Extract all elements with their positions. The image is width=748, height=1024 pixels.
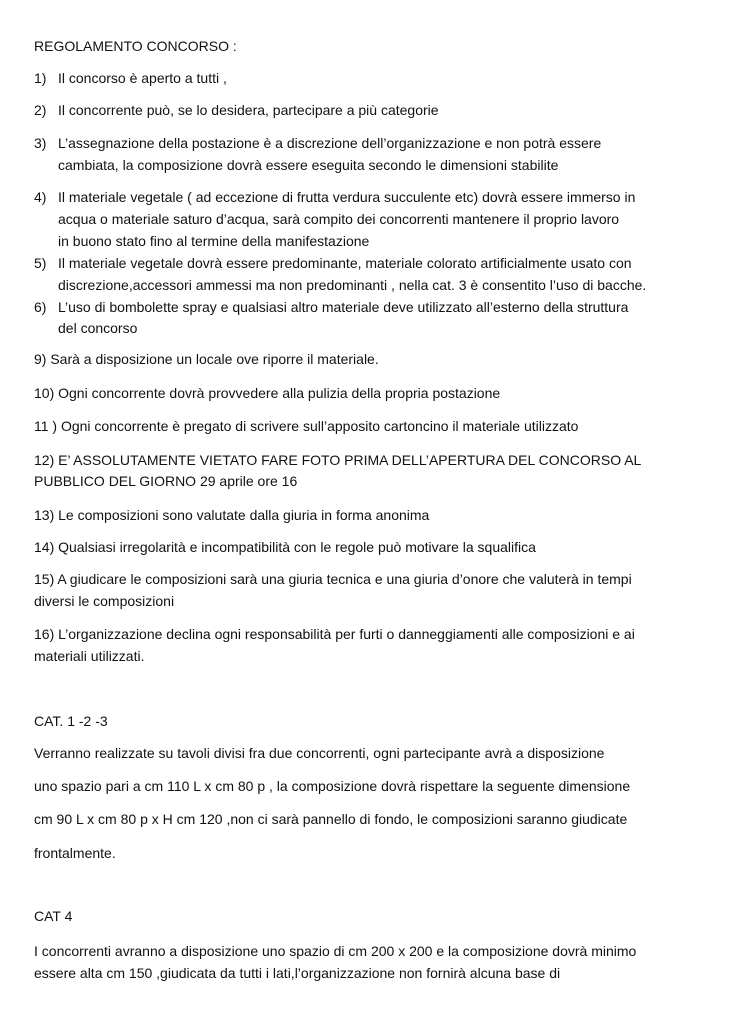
rule-paragraph: 12) E’ ASSOLUTAMENTE VIETATO FARE FOTO PRIMA DELL’APERTURA DEL CONCORSO AL: [34, 452, 642, 468]
rule-paragraph: 15) A giudicare le composizioni sarà una giuria tecnica e una giuria d’onore che valuterà in tempi: [34, 571, 632, 587]
rule-paragraph-continued: diversi le composizioni: [34, 593, 175, 609]
rule-item: [34, 68, 227, 88]
rule-paragraph: 16) L’organizzazione declina ogni responsabilità per furti o danneggiamenti alle composizioni e ai: [34, 626, 635, 642]
rule-number: 2): [34, 102, 47, 118]
rule-item: [34, 133, 601, 153]
rule-paragraph-continued: materiali utilizzati.: [34, 648, 145, 664]
rule-number: 4): [34, 189, 47, 205]
rule-paragraph: 10) Ogni concorrente dovrà provvedere alla pulizia della propria postazione: [34, 385, 501, 401]
rule-text: L’assegnazione della postazione è a discrezione dell’organizzazione e non potrà essere: [58, 135, 602, 151]
rule-number: 5): [34, 255, 47, 271]
rule-item: [34, 297, 628, 317]
category-text: Verranno realizzate su tavoli divisi fra due concorrenti, ogni partecipante avrà a disposizione: [34, 745, 605, 761]
category-text: I concorrenti avranno a disposizione uno spazio di cm 200 x 200 e la composizione dovrà minimo: [34, 943, 637, 959]
rule-number: 1): [34, 70, 47, 86]
rule-text: Il materiale vegetale dovrà essere predominante, materiale colorato artificialmente usato con: [58, 255, 632, 271]
rule-item: [34, 253, 632, 273]
rule-text-continued: cambiata, la composizione dovrà essere eseguita secondo le dimensioni stabilite: [58, 157, 559, 173]
rule-paragraph: 11 ) Ogni concorrente è pregato di scrivere sull’apposito cartoncino il materiale utilizzato: [34, 418, 579, 434]
rule-paragraph: 14) Qualsiasi irregolarità e incompatibilità con le regole può motivare la squalifica: [34, 539, 536, 555]
rule-item: [34, 187, 635, 207]
category-text: cm 90 L x cm 80 p x H cm 120 ,non ci sarà pannello di fondo, le composizioni saranno giudicate: [34, 811, 628, 827]
rule-text-continued: discrezione,accessori ammessi ma non predominanti , nella cat. 3 è consentito l’uso di bacche.: [58, 277, 647, 293]
rule-text: Il concorrente può, se lo desidera, partecipare a più categorie: [58, 102, 439, 118]
rule-text: Il materiale vegetale ( ad eccezione di frutta verdura succulente etc) dovrà essere immerso in: [58, 189, 636, 205]
rule-text-continued: del concorso: [58, 320, 138, 336]
rule-paragraph-continued: PUBBLICO DEL GIORNO 29 aprile ore 16: [34, 473, 298, 489]
rule-paragraph: 13) Le composizioni sono valutate dalla giuria in forma anonima: [34, 507, 430, 523]
category-text: frontalmente.: [34, 845, 116, 861]
rule-text-continued: acqua o materiale saturo d’acqua, sarà compito dei concorrenti mantenere il proprio lavoro: [58, 211, 620, 227]
category-text: essere alta cm 150 ,giudicata da tutti i lati,l’organizzazione non fornirà alcuna base di: [34, 965, 561, 981]
rule-item: [34, 100, 439, 120]
rule-paragraph: 9) Sarà a disposizione un locale ove riporre il materiale.: [34, 351, 379, 367]
category-heading: CAT. 1 -2 -3: [34, 713, 108, 729]
rule-text: Il concorso è aperto a tutti ,: [58, 70, 227, 86]
rule-number: 6): [34, 299, 47, 315]
category-heading: CAT 4: [34, 908, 73, 924]
rule-text: L’uso di bombolette spray e qualsiasi altro materiale deve utilizzato all’esterno della struttura: [58, 299, 629, 315]
document-title: REGOLAMENTO CONCORSO :: [34, 38, 237, 54]
rule-number: 3): [34, 135, 47, 151]
category-text: uno spazio pari a cm 110 L x cm 80 p , la composizione dovrà rispettare la seguente dimensione: [34, 778, 631, 794]
rule-text-continued: in buono stato fino al termine della manifestazione: [58, 233, 370, 249]
